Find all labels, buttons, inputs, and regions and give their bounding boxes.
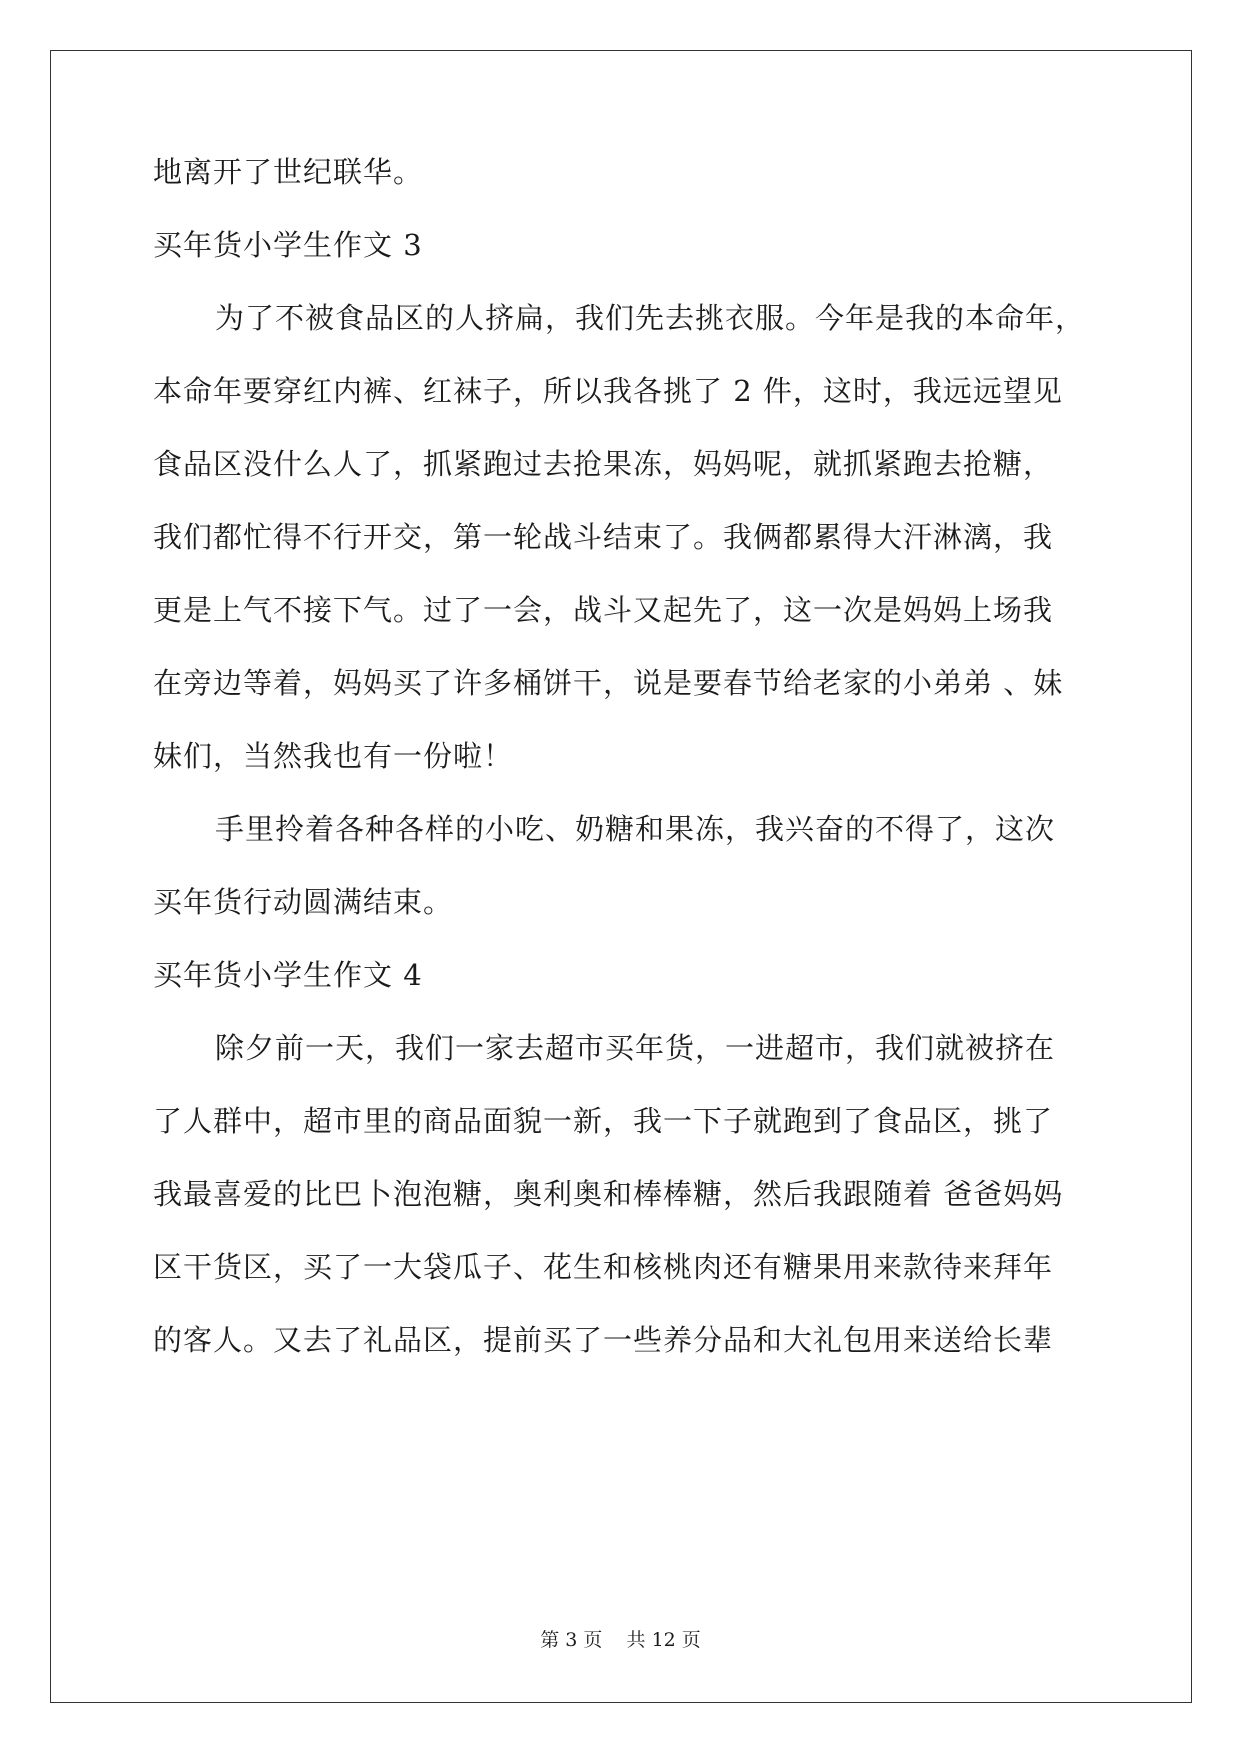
text-line: 的客人。又去了礼品区，提前买了一些养分品和大礼包用来送给长辈 — [153, 1323, 1054, 1357]
text-line: 手里拎着各种各样的小吃、奶糖和果冻，我兴奋的不得了，这次 — [215, 812, 1056, 846]
text-line: 本命年要穿红内裤、红袜子，所以我各挑了 2 件，这时，我远远望见 — [153, 374, 1063, 408]
text-line: 我们都忙得不行开交，第一轮战斗结束了。我俩都累得大汗淋漓，我 — [153, 520, 1054, 554]
text-line: 在旁边等着，妈妈买了许多桶饼干，说是要春节给老家的小弟弟 、妹 — [153, 666, 1064, 700]
page-number-footer: 第 3 页 共 12 页 — [540, 1629, 701, 1651]
text-line: 区干货区，买了一大袋瓜子、花生和核桃肉还有糖果用来款待来拜年 — [153, 1250, 1054, 1284]
text-line: 食品区没什么人了，抓紧跑过去抢果冻，妈妈呢，就抓紧跑去抢糖， — [153, 447, 1054, 481]
text-line: 了人群中，超市里的商品面貌一新，我一下子就跑到了食品区，挑了 — [153, 1104, 1054, 1138]
text-line: 买年货行动圆满结束。 — [153, 885, 454, 919]
section-heading: 买年货小学生作文 4 — [153, 958, 423, 992]
text-line: 为了不被食品区的人挤扁，我们先去挑衣服。今年是我的本命年， — [215, 301, 1086, 335]
text-line: 更是上气不接下气。过了一会，战斗又起先了，这一次是妈妈上场我 — [153, 593, 1054, 627]
section-heading: 买年货小学生作文 3 — [153, 228, 423, 262]
text-line: 地离开了世纪联华。 — [153, 155, 424, 189]
text-line: 除夕前一天，我们一家去超市买年货，一进超市，我们就被挤在 — [215, 1031, 1056, 1065]
text-line: 妹们，当然我也有一份啦！ — [153, 739, 514, 773]
text-line: 我最喜爱的比巴卜泡泡糖，奥利奥和棒棒糖，然后我跟随着 爸爸妈妈 — [153, 1177, 1064, 1211]
